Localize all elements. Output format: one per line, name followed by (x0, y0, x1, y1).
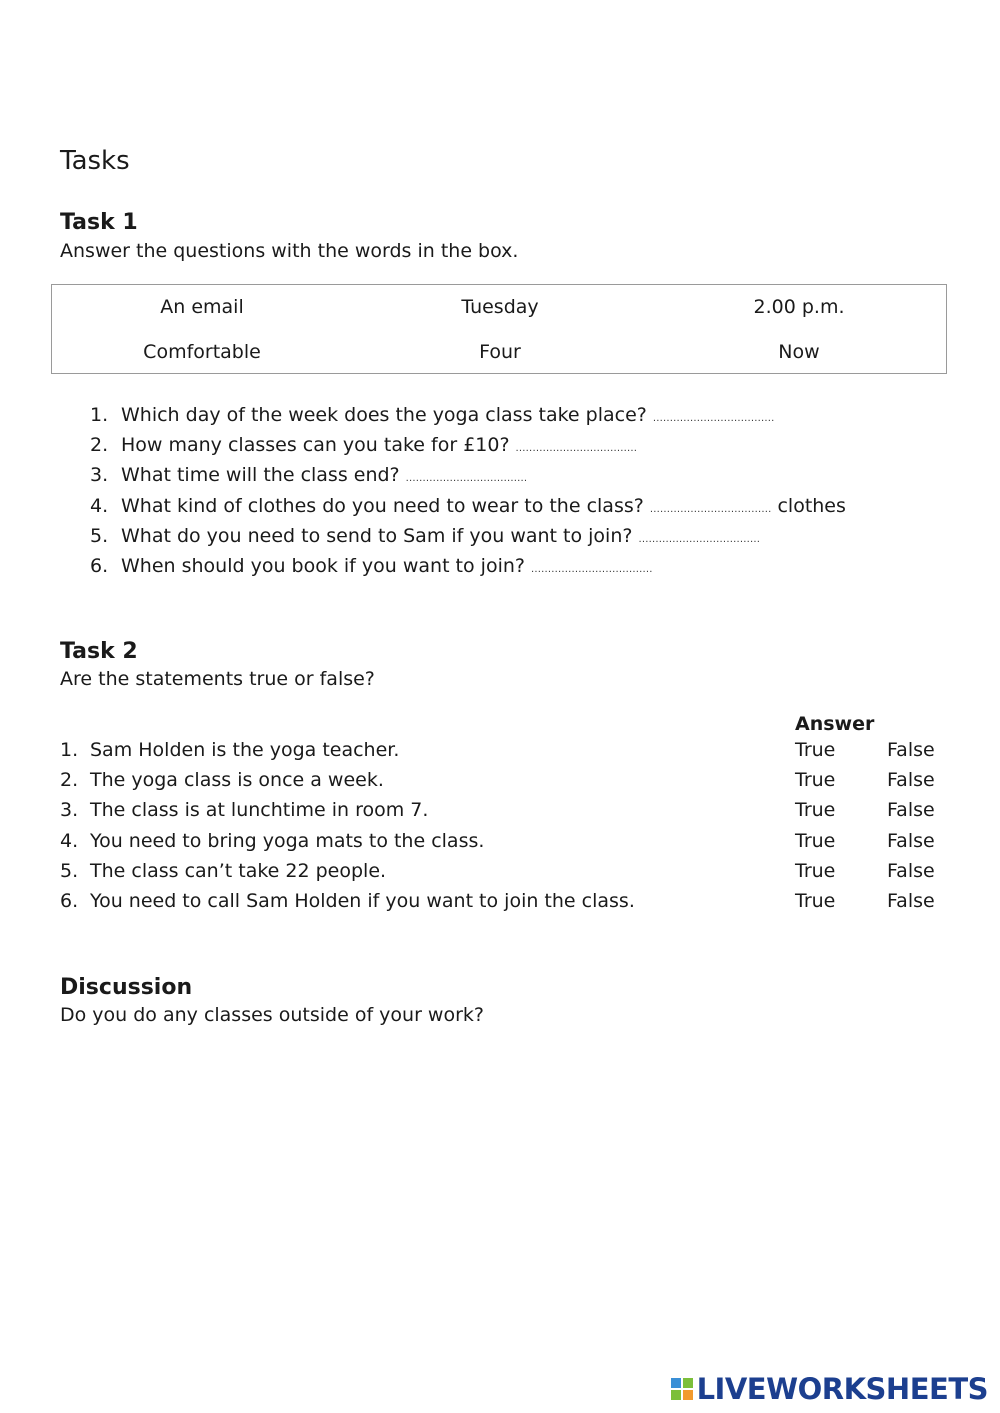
question-number: 1. (90, 404, 109, 426)
statement-text: You need to call Sam Holden if you want to join the class. (90, 889, 635, 912)
task1-instruction: Answer the questions with the words in the box. (60, 240, 519, 262)
statement-item (60, 795, 960, 825)
page-title: Tasks (60, 146, 130, 176)
true-option[interactable]: True (795, 889, 836, 912)
statement-item (60, 826, 960, 856)
statement-text: Sam Holden is the yoga teacher. (90, 739, 400, 761)
true-option[interactable]: True (795, 799, 836, 822)
statement-text: The yoga class is once a week. (90, 769, 384, 792)
statement-item (60, 735, 960, 765)
statement-number: 6. (60, 889, 79, 912)
question-text: What do you need to send to Sam if you want to join? (121, 524, 633, 547)
false-option[interactable]: False (887, 889, 935, 912)
answer-blank[interactable]: .................................... (405, 473, 528, 485)
false-option[interactable]: False (887, 799, 935, 822)
word-box-item: Four (479, 341, 521, 363)
liveworksheets-icon (671, 1378, 693, 1400)
answer-column-header: Answer (795, 713, 875, 735)
question-item (90, 430, 846, 460)
question-number: 4. (90, 494, 109, 517)
true-option[interactable]: True (795, 859, 836, 882)
word-box-item: Comfortable (143, 341, 261, 363)
task1-question-list (90, 400, 846, 581)
question-number: 5. (90, 524, 109, 547)
answer-blank[interactable]: .................................... (515, 443, 638, 455)
task2-instruction: Are the statements true or false? (60, 668, 375, 690)
question-item (90, 400, 846, 430)
word-box-item: 2.00 p.m. (753, 296, 845, 318)
question-number: 2. (90, 434, 109, 457)
false-option[interactable]: False (887, 859, 935, 882)
question-item (90, 491, 846, 521)
true-option[interactable]: True (795, 769, 836, 792)
answer-blank[interactable]: .................................... (649, 503, 772, 515)
word-box (51, 284, 947, 374)
task2-statement-list (60, 735, 960, 916)
question-suffix: clothes (777, 494, 846, 517)
question-text: What kind of clothes do you need to wear to the class? (121, 494, 644, 517)
liveworksheets-logo[interactable] (671, 1372, 988, 1406)
question-text: How many classes can you take for £10? (121, 434, 510, 457)
answer-blank[interactable]: .................................... (638, 533, 761, 545)
question-text: When should you book if you want to join? (121, 554, 525, 577)
answer-blank[interactable]: .................................... (652, 413, 775, 424)
false-option[interactable]: False (887, 769, 935, 792)
true-option[interactable]: True (795, 829, 836, 852)
task2-heading: Task 2 (60, 639, 138, 664)
logo-text: LIVEWORKSHEETS (696, 1372, 988, 1406)
statement-text: The class can’t take 22 people. (90, 859, 387, 882)
statement-text: The class is at lunchtime in room 7. (90, 799, 429, 822)
word-box-item: An email (160, 296, 244, 318)
question-item (90, 521, 846, 551)
question-item (90, 551, 846, 581)
statement-item (60, 856, 960, 886)
statement-number: 5. (60, 859, 79, 882)
question-item (90, 460, 846, 490)
word-box-item: Tuesday (461, 296, 539, 318)
statement-item (60, 886, 960, 916)
false-option[interactable]: False (887, 739, 935, 761)
question-text: What time will the class end? (121, 464, 400, 487)
false-option[interactable]: False (887, 829, 935, 852)
statement-text: You need to bring yoga mats to the class. (90, 829, 485, 852)
question-number: 3. (90, 464, 109, 487)
discussion-heading: Discussion (60, 975, 193, 1000)
discussion-question: Do you do any classes outside of your work? (60, 1004, 484, 1026)
statement-number: 2. (60, 769, 79, 792)
task1-heading: Task 1 (60, 210, 138, 235)
true-option[interactable]: True (795, 739, 836, 761)
statement-number: 4. (60, 829, 79, 852)
answer-blank[interactable]: .................................... (530, 563, 653, 575)
question-text: Which day of the week does the yoga class take place? (121, 404, 647, 426)
word-box-item: Now (778, 341, 820, 363)
statement-item (60, 765, 960, 795)
statement-number: 3. (60, 799, 79, 822)
question-number: 6. (90, 554, 109, 577)
statement-number: 1. (60, 739, 79, 761)
